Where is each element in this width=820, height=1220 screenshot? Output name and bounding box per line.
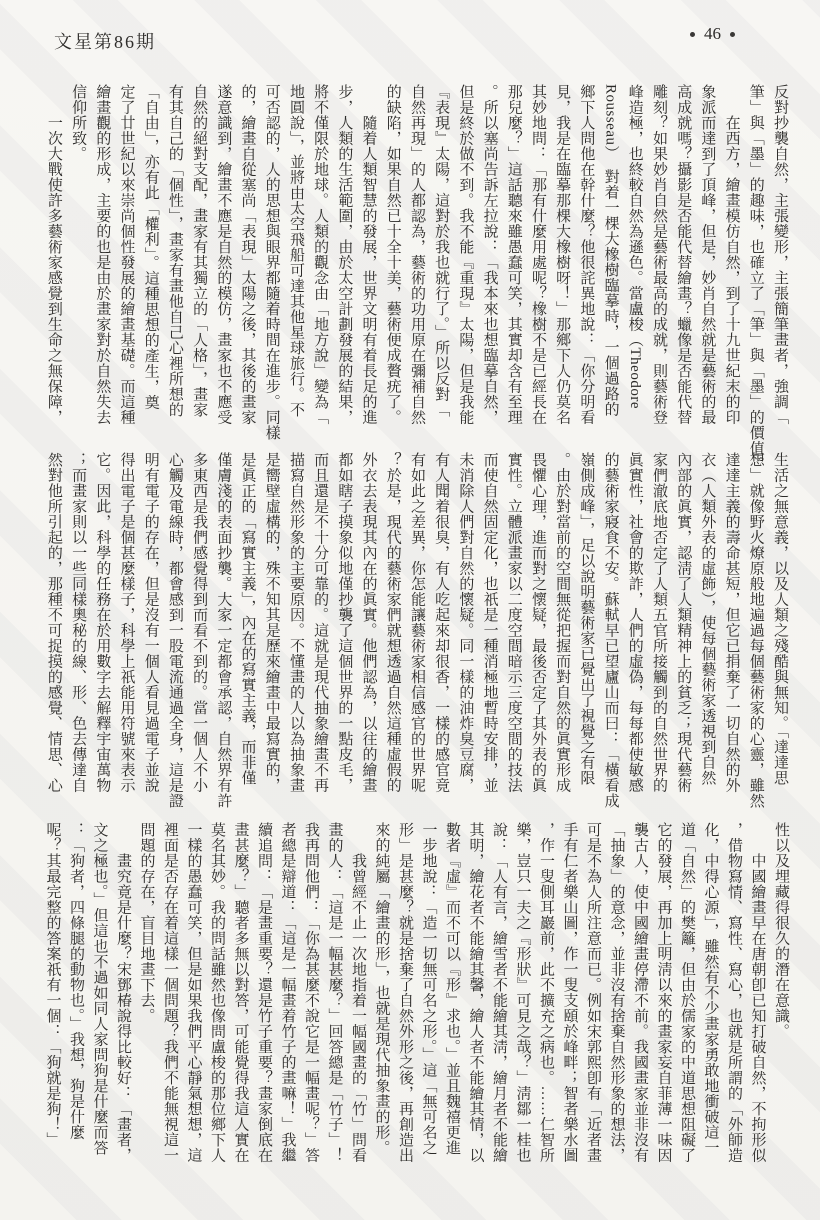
text-column: 續追問：「是畫重要？還是竹子重要？畫家倒底在	[256, 822, 272, 1163]
text-column: 繪畫觀的形成，主要的也是由於畫家對於自然失去	[94, 84, 111, 425]
text-column: 我曾經不止一次地指着一幅國畫的「竹」問看	[350, 822, 366, 1163]
text-column: 嶺側成峰」，足以說明藝術家已覺出了視覺之有限	[578, 452, 595, 786]
text-column: 雕刻？如果妙肖自然是藝術最高的成就，則藝術登	[650, 84, 667, 425]
text-column: 未消除人們對自然的懷疑。同一樣的油炸臭豆腐，	[457, 452, 474, 793]
text-column: 筆」與「墨」的趣味，也確立了「筆」與「墨」的價值。	[747, 84, 764, 472]
text-column: 可否認的，人的思想與眼界都隨着時間在進步。同樣	[263, 84, 280, 441]
text-column: 然對他所引起的，那種不可捉摸的感覺、情思、心	[45, 452, 62, 793]
text-column: 文之極也。」但這也不過如同人家問狗是什麼而答	[91, 822, 108, 1156]
text-column: 畫甚麼？」聽者多無以對答，可能覺得我這人實在	[232, 822, 249, 1163]
text-column: 畫的人：「這是一幅甚麼？」回答總是「竹子」！	[326, 822, 343, 1163]
text-column: 樂，豈只一夫之『形狀』可見之哉？」淸鄒一桂也	[514, 822, 531, 1163]
text-column: 有人聞着很臭，有人吃起來却很香，一樣的感官竟	[433, 452, 450, 793]
text-column: 說：「人有言，繪雪者不能繪其淸，繪月者不能繪	[491, 822, 507, 1163]
text-column: 衣（人類外表的虛飾），使每個藝術家透視到自然	[699, 452, 716, 786]
text-column: 襲古人，使中國繪畫停滯不前。我國畫家並非沒有	[632, 822, 648, 1163]
text-column: 畫究竟是什麼？宋鄧椿說得比較好：「畫者，	[115, 822, 131, 1163]
text-column: 數者『虛』而不可以『形』求也。」並且魏禧更進	[444, 822, 460, 1156]
text-column: 。所以塞尚告訴左拉說：「我本來也想臨摹自然，	[481, 84, 498, 425]
text-column: 象派而達到了頂峰，但是，妙肖自然就是藝術的最	[699, 84, 716, 425]
text-column: 實性。立體派畫家以二度空間暗示三度空間的技法	[505, 452, 522, 793]
text-column: 都如瞎子摸象似地僅抄襲了這個世界的一點皮毛，	[336, 452, 353, 793]
text-column: 那兒麼？」這話聽來雖愚蠢可笑，其實却含有至理	[505, 84, 522, 425]
text-column: 遂意識到，繪畫不應是自然的模仿，畫家也不應受	[215, 84, 232, 425]
text-column: 而使自然固定化，也祇是一種消極地暫時安排，並	[481, 452, 498, 793]
text-column: 將不僅限於地球。人類的觀念由「地方說」變為「	[312, 84, 329, 425]
text-column: 峰造極，也終較自然為遜色。當盧梭（Theodore	[626, 84, 643, 409]
text-column: 自然再現」的人都認為，藝術的功用原在彌補自然	[408, 84, 425, 425]
text-column: 家們澈底地否定了人類五官所接觸到的自然世界的	[650, 452, 667, 793]
text-column: 高成就嗎？攝影是否能代替繪畫？蠟像是否能代替	[675, 84, 692, 425]
text-band-bottom	[38, 822, 792, 1174]
text-column: 的缺陷，如果自然已十全十美，藝術便成贅疣了。	[384, 84, 401, 425]
text-column: 反對抄襲自然，主張變形，主張簡筆畫者，強調「	[772, 84, 788, 425]
text-column: 手有仁者樂山圖，作一叟支頤於峰畔；智者樂水圖	[561, 822, 578, 1163]
text-column: 一次大戰使許多藝術家感覺到生命之無保障，	[45, 84, 62, 425]
text-column: 性以及埋藏得很久的潛在意識。	[773, 822, 789, 1039]
text-column: 想」就像野火燎原般地遍過每個藝術家的心靈，雖然	[747, 452, 764, 809]
text-column: 的，繪畫自從塞尚「表現」太陽之後，其後的畫家	[239, 84, 256, 425]
text-column: ，作一叟側耳巖前，此不擴充之病也。……仁智所	[538, 822, 554, 1163]
text-column: 步，人類的生活範圍，由於太空計劃發展的結果，	[336, 84, 353, 425]
text-column: ；而畫家則以一些同樣奧秘的線、形、色去傳達自	[70, 452, 87, 793]
text-column: 但是終於做不到。我不能『重現』太陽，但是我能	[457, 84, 474, 425]
text-column: ：「狗者，四條腿的動物也。」我想，狗是什麼	[68, 822, 84, 1140]
text-column: 是嚮壁虛構的，殊不知其是歷來繪畫中最寫實的，	[263, 452, 280, 793]
text-column: 其明，繪花者不能繪其馨，繪人者不能繪其情，以	[467, 822, 484, 1163]
text-column: 它。因此，科學的任務在於用數字去解釋宇宙萬物	[94, 452, 111, 793]
text-column: 眞實性，社會的欺詐，人們的虛偽，每每都使敏感	[626, 452, 643, 793]
text-column: 在西方，繪畫模仿自然，到了十九世紀末的印	[723, 84, 740, 425]
text-column: 而且還是不十分可靠的。這就是現代抽象繪畫不再	[312, 452, 329, 793]
text-column: 是眞正的「寫實主義」，內在的寫實主義，而非僅	[239, 452, 256, 786]
text-column: 者總是辯道：「這是一幅畫着竹子的畫嘛！」我繼	[279, 822, 296, 1163]
text-column: 見，我是在臨摹那棵大橡樹呀！」那鄉下人仍莫名	[554, 84, 571, 425]
text-column: ？於是，現代的藝術家們就想透過自然這種虛假的	[384, 452, 401, 793]
text-column: 「抽象」的意念，並非沒有捨棄自然形象的想法，	[608, 822, 625, 1163]
text-column: 「自由」，亦有此「權利」。這種思想的產生，奠	[142, 84, 159, 410]
text-column: 一步地說：「造一切無可名之形。」這「無可名之	[420, 822, 437, 1156]
text-column: 一樣的愚蠢可笑，但是如果我們平心靜氣想想，這	[185, 822, 202, 1163]
text-column: 生活之無意義，以及人類之殘酷與無知。「達達思	[772, 452, 788, 786]
text-column: 明有電子的存在，但是沒有一個人看見過電子並說	[142, 452, 159, 793]
text-column: 鄉下人問他在幹什麼？他很詫異地說：「你分明看	[578, 84, 595, 425]
text-column: 。由於對當前的空間無從把握而對自然的眞實形成	[554, 452, 571, 793]
text-column: 它的發展，再加上明淸以來的畫家妄自菲薄一味因	[655, 822, 672, 1163]
text-column: 描寫自然形象的主要原因。不懂畫的人以為抽象畫	[287, 452, 304, 793]
text-column: 其妙地問：「那有什麼用處呢？橡樹不是已經長在	[529, 84, 546, 425]
text-column: 外衣去表現其內在的眞實。他們認為，以往的繪畫	[360, 452, 377, 793]
text-band-middle	[40, 452, 792, 820]
bullet-icon	[730, 32, 735, 37]
text-column: 問題的存在，盲目地畫下去。	[138, 822, 155, 1024]
text-column: 多東西是我們感覺得到而看不到的。當一個人不小	[191, 452, 208, 793]
text-column: 道「自然」的樊籬，但由於儒家的中道思想阻礙了	[679, 822, 695, 1163]
text-column: 定了廿世紀以來崇尚個性發展的繪畫基礎。而這種	[118, 84, 135, 425]
text-column: 僅膚淺的表面抄襲。大家一定都會承認，自然界有許	[215, 452, 232, 809]
text-column: 得出電子是個甚麼樣子，科學上祇能用符號來表示	[118, 452, 135, 793]
text-column: 地圓說」，並將由太空飛船可達其他星球旅行。不	[287, 84, 304, 418]
text-column: 呢？其最完整的答案祇有一個：「狗就是狗！」	[44, 822, 61, 1148]
text-column: 裡面是否存在着這樣一個問題？我們不能無視這一	[162, 822, 178, 1163]
journal-title: 文星第86期	[54, 32, 156, 52]
text-column: 『表現』太陽，這對於我也就行了。」所以反對「	[433, 84, 450, 418]
text-column: 化，中得心源」，雖然有不少畫家勇敢地衝破這一	[702, 822, 719, 1156]
text-column: 的藝術家寢食不安。蘇軾早已望廬山而曰：「橫看成	[602, 452, 619, 809]
text-column: 有其自己的「個性」，畫家有畫他自己心裡所想的	[166, 84, 183, 418]
text-column: 中國繪畫早在唐朝卽已知打破自然，不拘形似	[749, 822, 766, 1163]
text-column: Rousseau） 對着一棵大橡樹臨摹時，一個過路的	[602, 84, 619, 417]
text-column: 內部的眞實，認淸了人類精神上的貧乏；現代藝術	[675, 452, 692, 793]
bullet-icon	[690, 32, 695, 37]
text-column: ，借物寫情、寫性、寫心，也就是所謂的「外師造	[726, 822, 742, 1163]
page-number: 46	[704, 24, 721, 43]
text-column: 莫名其妙。我的問話雖然也像問盧梭的那位鄉下人	[209, 822, 225, 1163]
text-column: 形」是甚麼？就是捨棄了自然外形之後，再創造出	[397, 822, 413, 1163]
text-column: 我再問他們：「你為甚麼不說它是一幅畫呢？」答	[303, 822, 319, 1163]
text-column: 來的純屬「繪畫的形」，也就是現代抽象畫的形。	[373, 822, 390, 1156]
text-column: 畏懼心理，進而對之懷疑，最後否定了其外表的眞	[529, 452, 546, 793]
text-column: 隨着人類智慧的發展，世界文明有着長足的進	[360, 84, 377, 425]
text-column: 心觸及電線時，都會感到一股電流通過全身，這是證	[166, 452, 183, 809]
text-column: 可是不為人所注意而已。例如宋郭熙卽有「近者畫	[585, 822, 601, 1163]
page-number-block	[690, 24, 800, 44]
text-column: 有如此之差異，你怎能讓藝術家相信感官的世界呢	[408, 452, 425, 793]
text-column: 信仰所致。	[70, 84, 87, 162]
text-column: 自然的絕對支配，畫家有其獨立的「人格」，畫家	[191, 84, 208, 418]
text-band-top	[40, 84, 792, 472]
text-column: 達達主義的壽命甚短，但它已捐棄了一切自然的外	[723, 452, 740, 793]
